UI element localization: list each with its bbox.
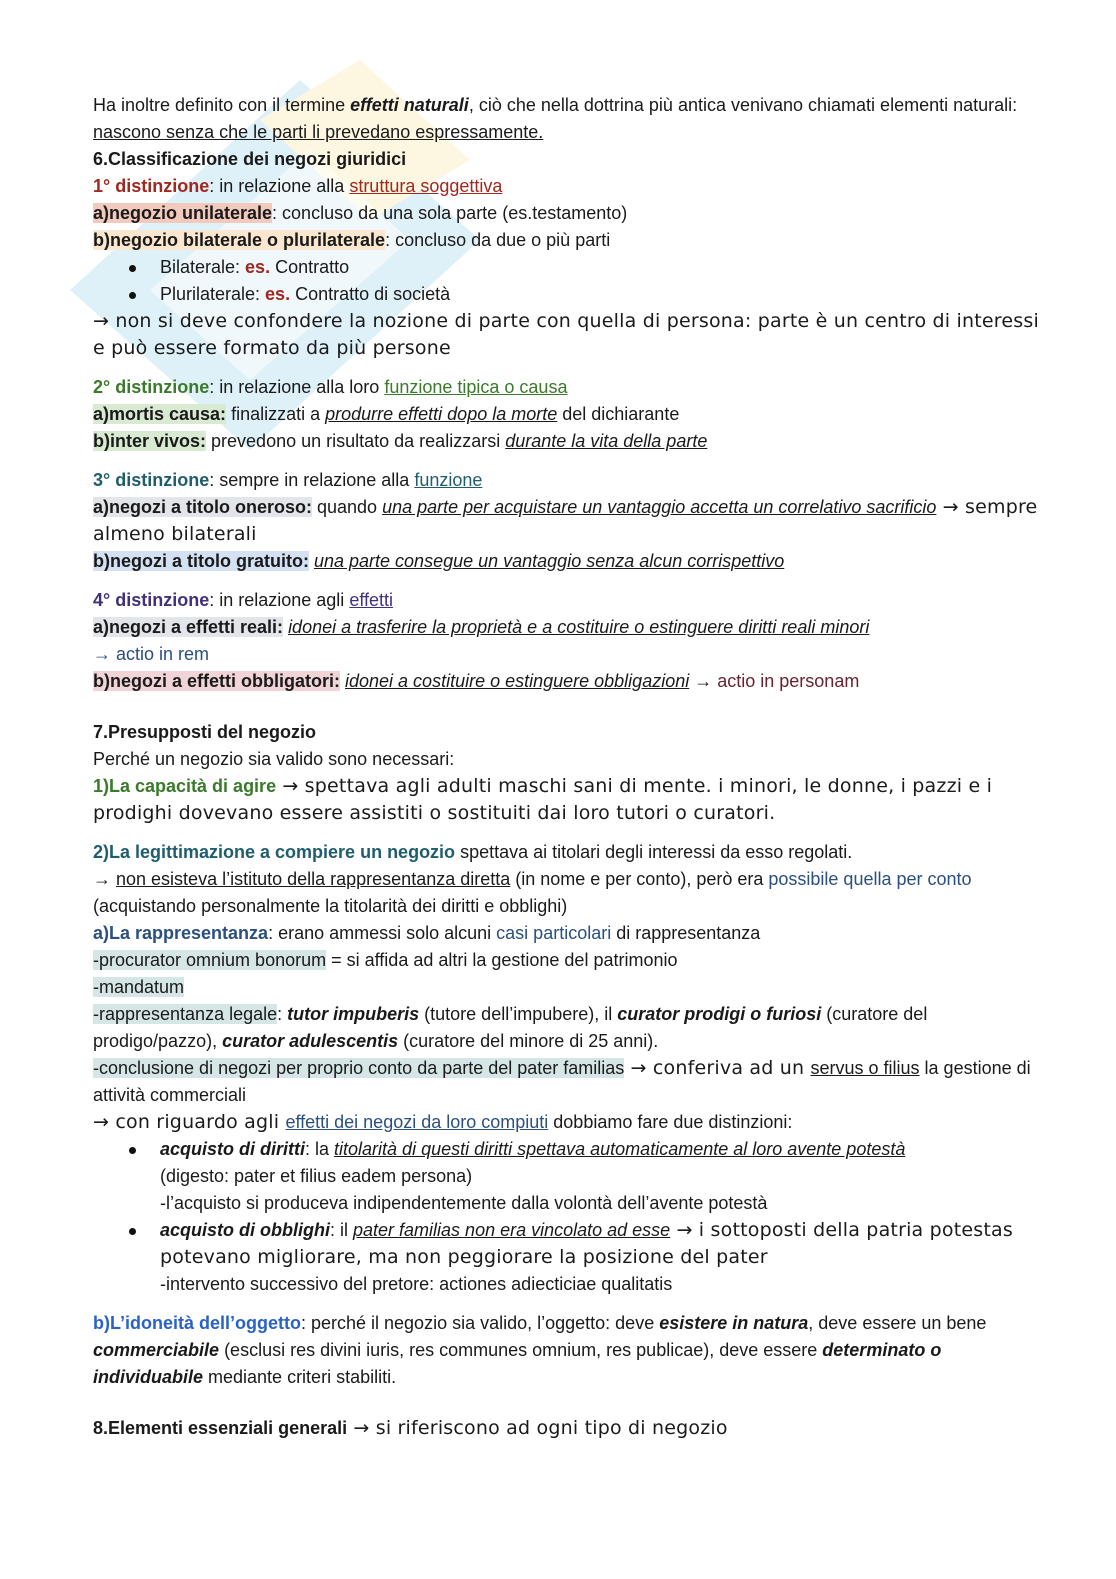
highlighted-label: b)inter vivos: <box>93 431 207 451</box>
distinction-label: 3° distinzione <box>93 470 210 490</box>
distinction-link: funzione tipica o causa <box>384 377 568 397</box>
rappresentanza-heading: a)La rappresentanza: erano ammessi solo alcuni casi particolari di rappresentanza <box>93 923 761 943</box>
list-item: acquisto di obblighi: il pater familias non era vincolato ad esse → i sottoposti della patria potestas potevano migliorare, ma non peggiorare la posizione del pater -intervento successivo del pretore: actiones adiecticiae qualitatis <box>93 1217 1048 1298</box>
effetti-link: effetti dei negozi da loro compiuti <box>285 1112 549 1132</box>
presupposto-2: 2)La legittimazione a compiere un negozio spettava ai titolari degli interessi da esso regolati. <box>93 842 853 862</box>
underlined-text: nascono senza che le parti li prevedano espressamente. <box>93 122 544 142</box>
distinction-label: 2° distinzione <box>93 377 210 397</box>
highlighted-label: a)negozi a titolo oneroso: <box>93 497 312 517</box>
subsection-label: b)L’idoneità dell’oggetto <box>93 1313 301 1333</box>
rappresentanza-item: -rappresentanza legale: tutor impuberis (tutore dell’impubere), il curator prodigi o furiosi (curatore del prodigo/pazzo), curator adulescentis (curatore del minore di 25 anni). <box>93 1004 928 1051</box>
idoneita-oggetto: b)L’idoneità dell’oggetto: perché il negozio sia valido, l’oggetto: deve esistere in natura, deve essere un bene commerciabile (esclusi res divini iuris, res communes omnium, res publicae), deve essere determinato o individuabile mediante criteri stabiliti. <box>93 1313 987 1387</box>
list-item: acquisto di diritti: la titolarità di questi diritti spettava automaticamente al loro avente potestà (digesto: pater et filius eadem persona) -l’acquisto si produceva indipendentemente dalla volontà dell’avente potestà <box>93 1136 1048 1217</box>
distinction-3-b: b)negozi a titolo gratuito: una parte consegue un vantaggio senza alcun corrispettivo <box>93 551 785 571</box>
distinction-link: struttura soggettiva <box>349 176 503 196</box>
highlighted-label: a)negozi a effetti reali: <box>93 617 284 637</box>
distinction-link: effetti <box>349 590 394 610</box>
distinction-2-b: b)inter vivos: prevedono un risultato da realizzarsi durante la vita della parte <box>93 431 708 451</box>
section-heading-6: 6.Classificazione dei negozi giuridici <box>93 149 407 169</box>
section-7-intro: Perché un negozio sia valido sono necessari: <box>93 749 455 769</box>
highlighted-label: b)negozio bilaterale o plurilaterale <box>93 230 386 250</box>
distinction-3-a: a)negozi a titolo oneroso: quando una parte per acquistare un vantaggio accetta un correlativo sacrificio → sempre almeno bilaterali <box>93 496 1038 545</box>
bullet-icon <box>129 292 136 299</box>
distinction-4-b: b)negozi a effetti obbligatori: idonei a costituire o estinguere obbligazioni → actio in personam <box>93 671 860 691</box>
distinction-4-a: a)negozi a effetti reali: idonei a trasferire la proprietà e a costituire o estinguere diritti reali minori <box>93 617 870 637</box>
presupposto-2-note: → non esisteva l’istituto della rappresentanza diretta (in nome e per conto), però era possibile quella per conto (acquistando personalmente la titolarità dei diritti e obblighi) <box>93 869 972 916</box>
list-item: Bilaterale: es. Contratto <box>93 254 1048 281</box>
highlighted-label: b)negozi a effetti obbligatori: <box>93 671 340 691</box>
bullet-icon <box>129 1228 136 1235</box>
rappresentanza-item: -procurator omnium bonorum = si affida ad altri la gestione del patrimonio <box>93 950 678 970</box>
note-parte-persona: → non si deve confondere la nozione di parte con quella di persona: parte è un centro di interessi e può essere formato da più persone <box>93 310 1039 359</box>
paragraph-effetti-naturali: Ha inoltre definito con il termine effetti naturali, ciò che nella dottrina più antica venivano chiamati elementi naturali: nascono senza che le parti li prevedano espressamente. <box>93 95 1018 142</box>
bullet-icon <box>129 265 136 272</box>
rappresentanza-item: -conclusione di negozi per proprio conto da parte del pater familias → conferiva ad un servus o filius la gestione di attività commerciali <box>93 1057 1031 1105</box>
highlighted-label: a)negozio unilaterale <box>93 203 273 223</box>
bullet-list-bilaterale <box>93 254 1048 308</box>
distinction-3: 3° distinzione: sempre in relazione alla funzione <box>93 470 483 490</box>
highlighted-label: a)mortis causa: <box>93 404 227 424</box>
document-content <box>93 92 1048 1442</box>
bullet-icon <box>129 1147 136 1154</box>
bold-term: effetti naturali <box>350 95 469 115</box>
highlighted-label: b)negozi a titolo gratuito: <box>93 551 309 571</box>
distinction-label: 4° distinzione <box>93 590 210 610</box>
presupposto-label: 2)La legittimazione a compiere un negozio <box>93 842 456 862</box>
subsection-label: a)La rappresentanza <box>93 923 269 943</box>
presupposto-label: 1)La capacità di agire <box>93 776 277 796</box>
distinction-link: funzione <box>414 470 483 490</box>
rappresentanza-item: -mandatum <box>93 977 185 997</box>
effetti-intro: → con riguardo agli effetti dei negozi da loro compiuti dobbiamo fare due distinzioni: <box>93 1111 793 1133</box>
distinction-2: 2° distinzione: in relazione alla loro funzione tipica o causa <box>93 377 568 397</box>
actio-in-rem: → actio in rem <box>93 644 210 664</box>
presupposto-1: 1)La capacità di agire → spettava agli adulti maschi sani di mente. i minori, le donne, i pazzi e i prodighi dovevano essere assistiti o sostituiti dai loro tutori o curatori. <box>93 775 993 824</box>
distinction-label: 1° distinzione <box>93 176 210 196</box>
distinction-2-a: a)mortis causa: finalizzati a produrre effetti dopo la morte del dichiarante <box>93 404 680 424</box>
distinction-4: 4° distinzione: in relazione agli effetti <box>93 590 394 610</box>
section-heading-7: 7.Presupposti del negozio <box>93 722 317 742</box>
distinction-1: 1° distinzione: in relazione alla struttura soggettiva <box>93 176 503 196</box>
distinction-1-b: b)negozio bilaterale o plurilaterale: concluso da due o più parti <box>93 230 611 250</box>
bullet-list-acquisti <box>93 1136 1048 1298</box>
section-heading-8: 8.Elementi essenziali generali → si riferiscono ad ogni tipo di negozio <box>93 1417 728 1439</box>
list-item: Plurilaterale: es. Contratto di società <box>93 281 1048 308</box>
distinction-1-a: a)negozio unilaterale: concluso da una sola parte (es.testamento) <box>93 203 628 223</box>
